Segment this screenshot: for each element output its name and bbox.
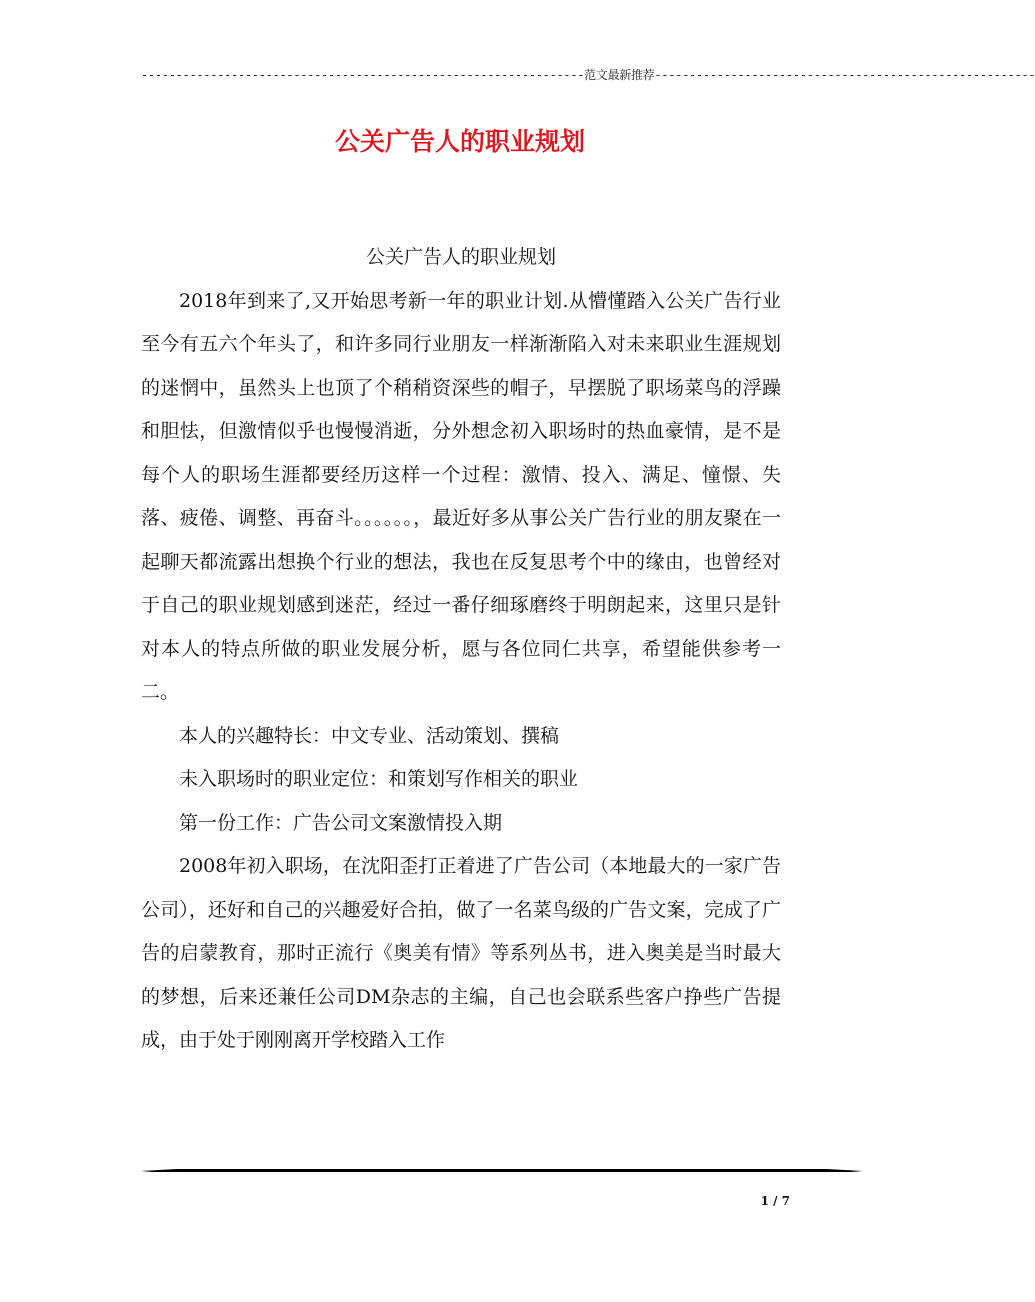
paragraph: 本人的兴趣特长：中文专业、活动策划、撰稿 <box>179 724 560 747</box>
document-subtitle: 公关广告人的职业规划 <box>365 246 556 268</box>
document-body <box>141 236 781 1063</box>
page-number: 1 / 7 <box>760 1194 790 1208</box>
paragraph: 第一份工作：广告公司文案激情投入期 <box>179 811 503 834</box>
header-banner: ----------------------------------------------------------------范文最新推荐------------------------------------------------------- <box>141 68 1035 82</box>
footer-divider <box>141 1169 863 1174</box>
paragraph: 2018年到来了,又开始思考新一年的职业计划.从懵懂踏入公关广告行业至今有五六个年头了，和许多同行业朋友一样渐渐陷入对未来职业生涯规划的迷惘中，虽然头上也顶了个稍稍资深些的帽子，早摆脱了职场菜鸟的浮躁和胆怯，但激情似乎也慢慢消逝，分外想念初入职场时的热血豪情，是不是每个人的职场生涯都要经历这样一个过程：激情、投入、满足、憧憬、失落、疲倦、调整、再奋斗。。。。。。，最近好多从事公关广告行业的朋友聚在一起聊天都流露出想换个行业的想法，我也在反复思考个中的缘由，也曾经对于自己的职业规划感到迷茫，经过一番仔细琢磨终于明朗起来，这里只是针对本人的特点所做的职业发展分析，愿与各位同仁共享，希望能供参考一二。 <box>141 289 781 703</box>
document-title: 公关广告人的职业规划 <box>334 127 585 156</box>
paragraph: 2008年初入职场，在沈阳歪打正着进了广告公司（本地最大的一家广告公司），还好和自己的兴趣爱好合拍，做了一名菜鸟级的广告文案，完成了广告的启蒙教育，那时正流行《奥美有情》等系列丛书，进入奥美是当时最大的梦想，后来还兼任公司DM杂志的主编，自己也会联系些客户挣些广告提成，由于处于刚刚离开学校踏入工作 <box>141 855 781 1051</box>
paragraph: 未入职场时的职业定位：和策划写作相关的职业 <box>179 768 579 790</box>
